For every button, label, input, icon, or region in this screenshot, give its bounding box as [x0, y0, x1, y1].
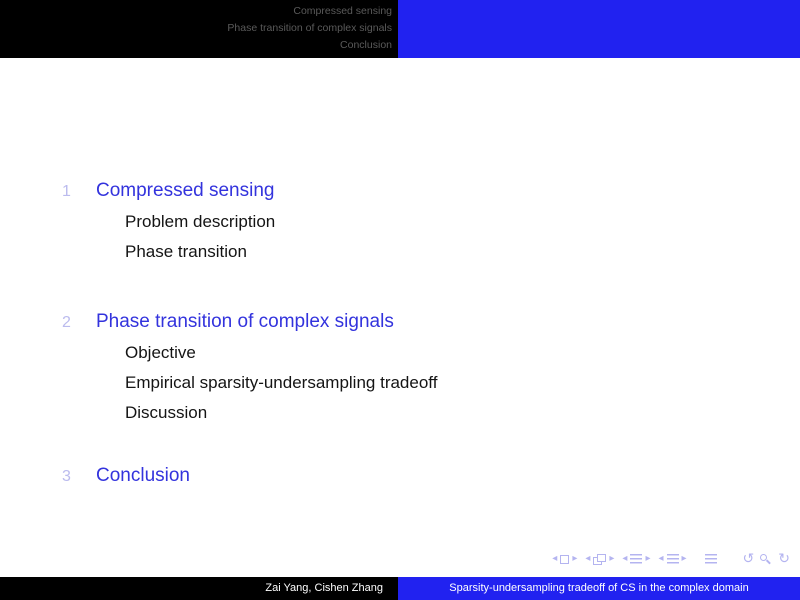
slide-prev-icon[interactable]: ◂	[552, 553, 558, 564]
toc-section-3-title[interactable]: Conclusion	[96, 465, 190, 486]
header-bar	[0, 0, 800, 58]
toc-section-3-number: 3	[62, 468, 71, 485]
presentation-nav-group	[705, 554, 717, 564]
slide-icon[interactable]	[560, 555, 569, 564]
section-icon[interactable]	[667, 554, 679, 564]
frame-nav-group	[585, 554, 614, 565]
toc-subsection-objective[interactable]: Objective	[125, 343, 196, 362]
toc-section-2-number: 2	[62, 314, 71, 331]
find-icon[interactable]	[760, 553, 772, 565]
footer-bar	[0, 577, 800, 600]
toc-subsection-problem-description[interactable]: Problem description	[125, 212, 276, 231]
toc-subsection-discussion[interactable]: Discussion	[125, 403, 208, 422]
footer-short-title: Sparsity-undersampling tradeoff of CS in the complex domain	[398, 577, 800, 600]
go-forward-icon[interactable]: ↻	[778, 551, 790, 567]
subsection-nav-group	[622, 554, 650, 564]
toc-subsection-empirical-tradeoff[interactable]: Empirical sparsity-undersampling tradeoff	[125, 373, 438, 392]
section-prev-icon[interactable]: ◂	[658, 553, 664, 564]
toc-section-3[interactable]	[0, 461, 800, 492]
frame-next-icon[interactable]: ▸	[609, 553, 615, 564]
beamer-navigation-bar	[544, 552, 790, 566]
toc-group-2	[0, 307, 800, 428]
presentation-icon[interactable]	[705, 554, 717, 564]
header-link-section-3[interactable]: Conclusion	[340, 39, 392, 51]
toc-group-3	[0, 461, 800, 492]
slide-nav-group	[552, 554, 577, 564]
subsection-prev-icon[interactable]: ◂	[622, 553, 628, 564]
toc-section-1[interactable]	[0, 176, 800, 207]
slide-next-icon[interactable]: ▸	[572, 553, 578, 564]
table-of-contents	[0, 176, 800, 492]
header-link-section-2[interactable]: Phase transition of complex signals	[227, 22, 392, 34]
section-next-icon[interactable]: ▸	[681, 553, 687, 564]
frame-prev-icon[interactable]: ◂	[585, 553, 591, 564]
toc-section-2[interactable]	[0, 307, 800, 338]
toc-group-1	[0, 176, 800, 267]
frame-icon[interactable]	[593, 554, 606, 565]
section-nav-group	[658, 554, 686, 564]
toc-section-1-title[interactable]: Compressed sensing	[96, 180, 275, 201]
footer-authors: Zai Yang, Cishen Zhang	[0, 577, 398, 600]
subsection-next-icon[interactable]: ▸	[645, 553, 651, 564]
toc-section-1-number: 1	[62, 183, 71, 200]
toc-subsection-phase-transition[interactable]: Phase transition	[125, 242, 247, 261]
header-section-list	[0, 0, 398, 58]
toc-section-2-title[interactable]: Phase transition of complex signals	[96, 311, 394, 332]
header-accent-panel	[398, 0, 800, 58]
history-nav-group	[743, 552, 790, 566]
go-back-icon[interactable]: ↺	[742, 551, 755, 567]
header-link-section-1[interactable]: Compressed sensing	[293, 5, 392, 17]
subsection-icon[interactable]	[630, 554, 642, 564]
